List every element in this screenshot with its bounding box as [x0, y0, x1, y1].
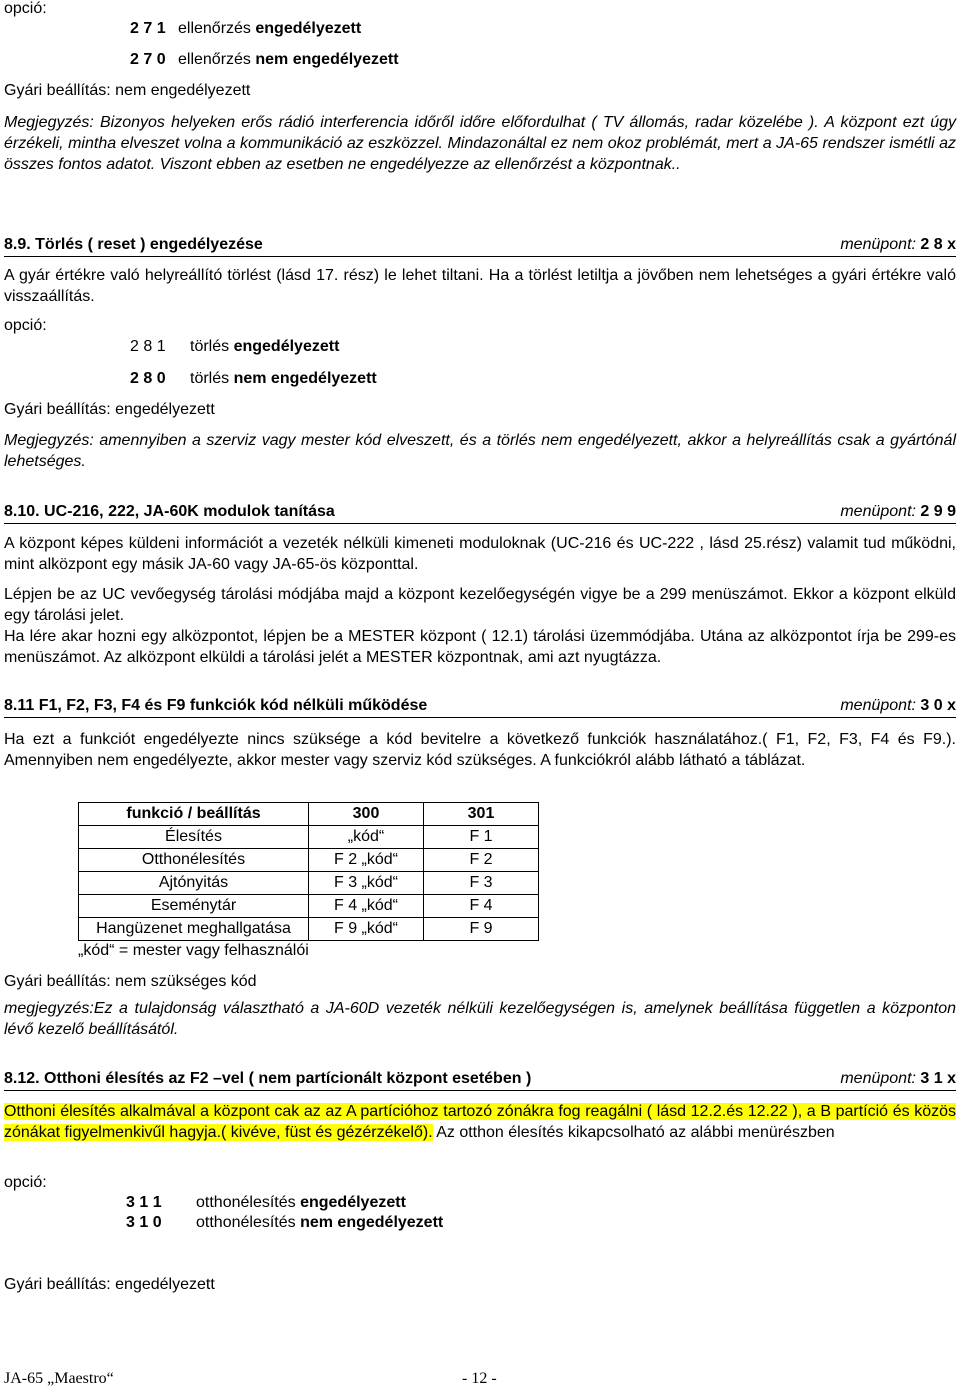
factory-setting: Gyári beállítás: nem szükséges kód [4, 973, 257, 990]
section-number: 8.9. [4, 236, 31, 253]
footer-title: JA-65 „Maestro“ [4, 1370, 114, 1387]
option-code: 2 7 1 [130, 20, 166, 37]
table-row [79, 849, 539, 872]
option-code: 2 8 0 [130, 370, 166, 387]
table-row [79, 826, 539, 849]
table-cell: Hangüzenet meghallgatása [79, 918, 309, 941]
table-cell: F 3 „kód“ [309, 872, 424, 895]
section-heading: 8.9. Törlés ( reset ) engedélyezése menüpont: 2 8 x [4, 236, 956, 257]
note: megjegyzés:Ez a tulajdonság választható a JA-60D vezeték nélküli kezelőegységen is, amelynek beállítása független a központon lévő kezelő beállításától. [4, 1000, 956, 1038]
section-title: UC-216, 222, JA-60K modulok tanítása [44, 503, 335, 520]
menu-code: 3 0 x [920, 697, 956, 714]
table-row [79, 918, 539, 941]
table-cell: F 4 [424, 895, 539, 918]
factory-setting: Gyári beállítás: engedélyezett [4, 1276, 215, 1293]
option-text: törlés nem engedélyezett [190, 370, 377, 387]
section-body: Ha ezt a funkciót engedélyezte nincs szüksége a kód bevitelre a következő funkciók használatához.( F1, F2, F3, F4 és F9.). Amennyiben nem engedélyezte, akkor mester vagy szerviz kód szükséges. A funkciókról alább látható a táblázat. [4, 731, 956, 769]
table-footnote: „kód“ = mester vagy felhasználói [78, 942, 309, 959]
menu-code: 3 1 x [920, 1070, 956, 1087]
table-cell: Élesítés [79, 826, 309, 849]
table-row [79, 872, 539, 895]
option-code: 3 1 1 [126, 1194, 162, 1211]
page-number: - 12 - [462, 1370, 497, 1387]
column-header: 301 [424, 803, 539, 826]
section-body: A gyár értékre való helyreállító törlést (lásd 17. rész) le lehet tiltani. Ha a törlést letiltja a jövőben nem lehetséges a gyári értékre való visszaállítás. [4, 267, 956, 305]
table-cell: Eseménytár [79, 895, 309, 918]
option-text: ellenőrzés engedélyezett [178, 20, 362, 37]
section-title: Otthoni élesítés az F2 –vel ( nem partícionált központ esetében ) [44, 1070, 532, 1087]
table-cell: F 2 „kód“ [309, 849, 424, 872]
factory-setting: Gyári beállítás: engedélyezett [4, 401, 215, 418]
section-body: Ha lére akar hozni egy alközpontot, lépjen be a MESTER központ ( 12.1) tárolási üzemmódjába. Utána az alközpontot írja be 299-es menüszámot. Az alközpont elküldi a tárolási jelét a MESTER központnak, ami azt nyugtázza. [4, 628, 956, 666]
column-header: 300 [309, 803, 424, 826]
table-cell: F 3 [424, 872, 539, 895]
table-cell: F 9 „kód“ [309, 918, 424, 941]
function-table [78, 802, 539, 941]
option-text: otthonélesítés nem engedélyezett [196, 1214, 444, 1231]
section-body: Otthoni élesítés alkalmával a központ cak az az A partícióhoz tartozó zónákra fog reagálni ( lásd 12.2.és 12.22 ), a B partíció és közös zónákat figyelmenkivűl hagyja.( kivéve, füst és gézérzékelő). Az otthon élesítés kikapcsolható az alábbi menürészben [4, 1103, 956, 1141]
section-number: 8.11 [4, 697, 35, 714]
section-heading: 8.11 F1, F2, F3, F4 és F9 funkciók kód nélküli működése menüpont: 3 0 x [4, 697, 956, 718]
option-label: opció: [4, 0, 47, 17]
table-cell: Ajtónyitás [79, 872, 309, 895]
table-cell: „kód“ [309, 826, 424, 849]
section-number: 8.12. [4, 1070, 40, 1087]
section-title: F1, F2, F3, F4 és F9 funkciók kód nélküli működése [38, 697, 428, 714]
option-code: 2 7 0 [130, 51, 166, 68]
section-heading: 8.12. Otthoni élesítés az F2 –vel ( nem partícionált központ esetében ) menüpont: 3 1 x [4, 1070, 956, 1091]
highlighted-text: Otthoni élesítés alkalmával a központ cak az az A partícióhoz tartozó zónákra fog reagálni ( lásd 12.2.és 12.22 ), a B partíció és közös zónákat figyelmenkivűl hagyja.( kivéve, füst és gézérzékelő). [4, 1103, 956, 1141]
option-label: opció: [4, 1174, 47, 1191]
option-label: opció: [4, 317, 47, 334]
menu-code: 2 8 x [920, 236, 956, 253]
section-title: Törlés ( reset ) engedélyezése [35, 236, 263, 253]
note: Megjegyzés: Bizonyos helyeken erős rádió interferencia időről időre előfordulhat ( TV állomás, radar közelébe ). A központ ezt úgy érzékeli, mintha elveszet volna a kommunikáció az eszközzel. Mindazonáltal ez nem okoz problémát, mert a JA-65 rendszer ismétli az összes fontos adatot. Viszont ebben az esetben ne engedélyezze az ellenőrzést a központnak.. [4, 114, 956, 173]
option-text: törlés engedélyezett [190, 338, 340, 355]
section-heading: 8.10. UC-216, 222, JA-60K modulok tanítása menüpont: 2 9 9 [4, 503, 956, 524]
table-cell: Otthonélesítés [79, 849, 309, 872]
option-code: 3 1 0 [126, 1214, 162, 1231]
option-text: ellenőrzés nem engedélyezett [178, 51, 399, 68]
table-cell: F 1 [424, 826, 539, 849]
table-row [79, 895, 539, 918]
option-code: 2 8 1 [130, 338, 166, 355]
table-cell: F 4 „kód“ [309, 895, 424, 918]
section-number: 8.10. [4, 503, 40, 520]
table-header-row [79, 803, 539, 826]
table-cell: F 9 [424, 918, 539, 941]
column-header: funkció / beállítás [79, 803, 309, 826]
menu-code: 2 9 9 [920, 503, 956, 520]
section-body: A központ képes küldeni információt a vezeték nélküli kimeneti moduloknak (UC-216 és UC-222 , lásd 25.rész) valamit tud működni, mint alközpont egy másik JA-60 vagy JA-65-ös központtal. [4, 535, 956, 573]
factory-setting: Gyári beállítás: nem engedélyezett [4, 82, 251, 99]
table-cell: F 2 [424, 849, 539, 872]
note: Megjegyzés: amennyiben a szerviz vagy mester kód elveszett, és a törlés nem engedélyezett, akkor a helyreállítás csak a gyártónál lehetséges. [4, 432, 956, 470]
section-body: Lépjen be az UC vevőegység tárolási módjába majd a központ kezelőegységén vigye be a 299 menüszámot. Ekkor a központ elküld egy tárolási jelet. [4, 586, 956, 624]
option-text: otthonélesítés engedélyezett [196, 1194, 406, 1211]
